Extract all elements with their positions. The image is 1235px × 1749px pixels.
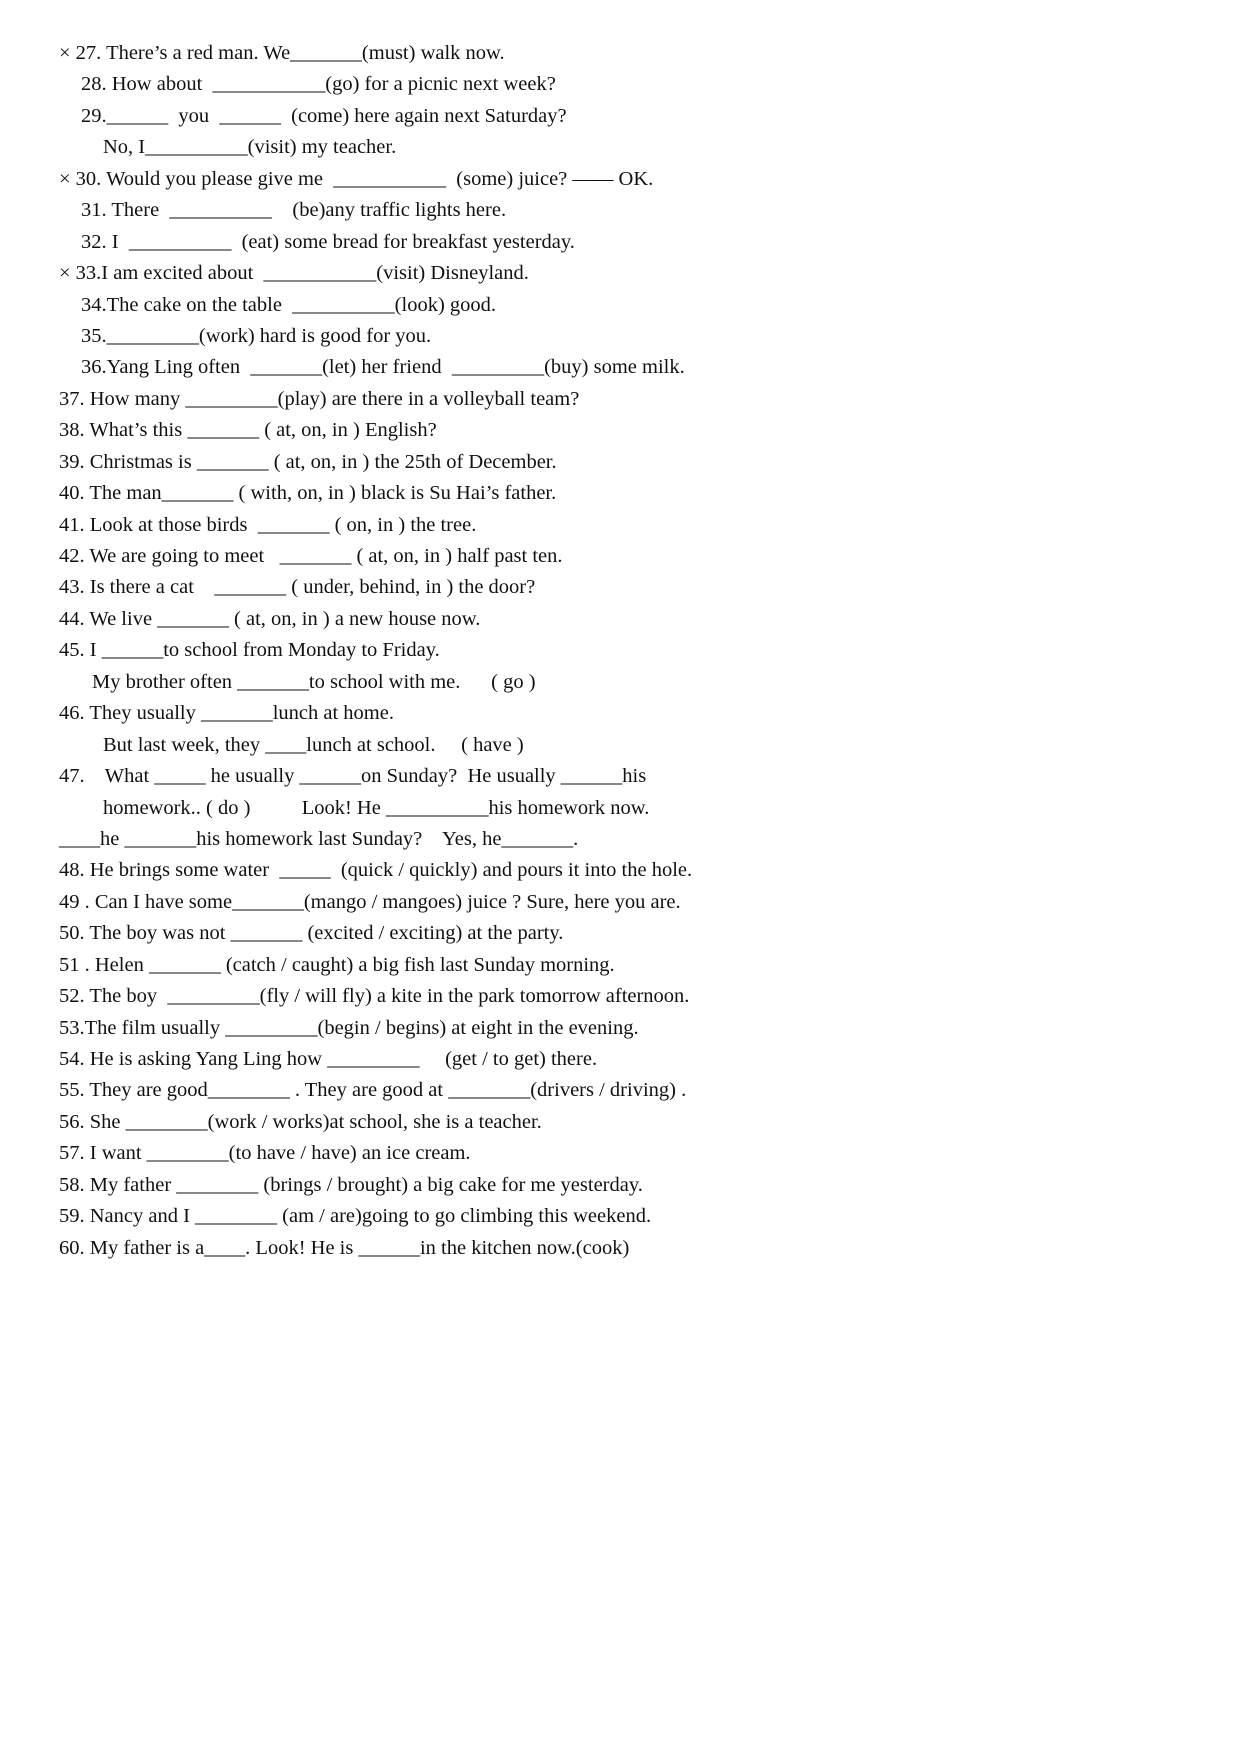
exercise-36: 36.Yang Ling often _______(let) her friend _________(buy) some milk.: [81, 356, 685, 379]
exercise-50: 50. The boy was not _______ (excited / exciting) at the party.: [59, 922, 564, 945]
exercise-56: 56. She ________(work / works)at school, she is a teacher.: [59, 1110, 542, 1133]
exercise-45-line-2: My brother often _______to school with me. ( go ): [92, 670, 536, 693]
exercise-29-answer-line: No, I__________(visit) my teacher.: [103, 136, 397, 159]
exercise-35: 35._________(work) hard is good for you.: [81, 324, 432, 347]
exercise-60: 60. My father is a____. Look! He is ______in the kitchen now.(cook): [59, 1236, 630, 1259]
exercise-57: 57. I want ________(to have / have) an ice cream.: [59, 1142, 471, 1165]
exercise-27: × 27. There’s a red man. We_______(must) walk now.: [59, 42, 505, 64]
exercise-59: 59. Nancy and I ________ (am / are)going to go climbing this weekend.: [59, 1205, 652, 1228]
exercise-30: × 30. Would you please give me ___________ (some) juice? —— OK.: [59, 167, 654, 190]
exercise-47-line-2: homework.. ( do ) Look! He __________his homework now.: [103, 796, 650, 819]
exercise-37: 37. How many _________(play) are there in a volleyball team?: [59, 387, 580, 410]
exercise-list: [59, 38, 1159, 1264]
exercise-58: 58. My father ________ (brings / brought) a big cake for me yesterday.: [59, 1173, 643, 1196]
exercise-29: 29.______ you ______ (come) here again next Saturday?: [81, 104, 567, 127]
exercise-39: 39. Christmas is _______ ( at, on, in ) the 25th of December.: [59, 450, 557, 473]
exercise-42: 42. We are going to meet _______ ( at, on, in ) half past ten.: [59, 545, 563, 567]
exercise-54: 54. He is asking Yang Ling how _________ (get / to get) there.: [59, 1048, 598, 1070]
exercise-28: 28. How about ___________(go) for a picnic next week?: [81, 73, 556, 96]
exercise-41: 41. Look at those birds _______ ( on, in ) the tree.: [59, 513, 477, 536]
exercise-31: 31. There __________ (be)any traffic lights here.: [81, 199, 507, 222]
exercise-32: 32. I __________ (eat) some bread for breakfast yesterday.: [81, 230, 575, 253]
exercise-43: 43. Is there a cat _______ ( under, behind, in ) the door?: [59, 576, 536, 599]
exercise-40: 40. The man_______ ( with, on, in ) black is Su Hai’s father.: [59, 482, 557, 505]
exercise-52: 52. The boy _________(fly / will fly) a kite in the park tomorrow afternoon.: [59, 985, 690, 1008]
exercise-51: 51 . Helen _______ (catch / caught) a big fish last Sunday morning.: [59, 953, 615, 976]
exercise-55: 55. They are good________ . They are good at ________(drivers / driving) .: [59, 1079, 687, 1102]
exercise-49: 49 . Can I have some_______(mango / mangoes) juice ? Sure, here you are.: [59, 890, 681, 913]
exercise-44: 44. We live _______ ( at, on, in ) a new house now.: [59, 607, 481, 630]
exercise-34: 34.The cake on the table __________(look) good.: [81, 293, 497, 316]
exercise-33: × 33.I am excited about ___________(visit) Disneyland.: [59, 262, 529, 285]
exercise-47: 47. What _____ he usually ______on Sunday? He usually ______his: [59, 765, 647, 788]
exercise-48: 48. He brings some water _____ (quick / quickly) and pours it into the hole.: [59, 859, 693, 882]
exercise-53: 53.The film usually _________(begin / begins) at eight in the evening.: [59, 1016, 639, 1039]
exercise-46: 46. They usually _______lunch at home.: [59, 702, 394, 725]
exercise-38: 38. What’s this _______ ( at, on, in ) English?: [59, 419, 437, 442]
exercise-46-line-2: But last week, they ____lunch at school. ( have ): [103, 733, 524, 756]
exercise-47-line-3: ____he _______his homework last Sunday? Yes, he_______.: [59, 827, 579, 850]
exercise-45: 45. I ______to school from Monday to Friday.: [59, 639, 440, 662]
